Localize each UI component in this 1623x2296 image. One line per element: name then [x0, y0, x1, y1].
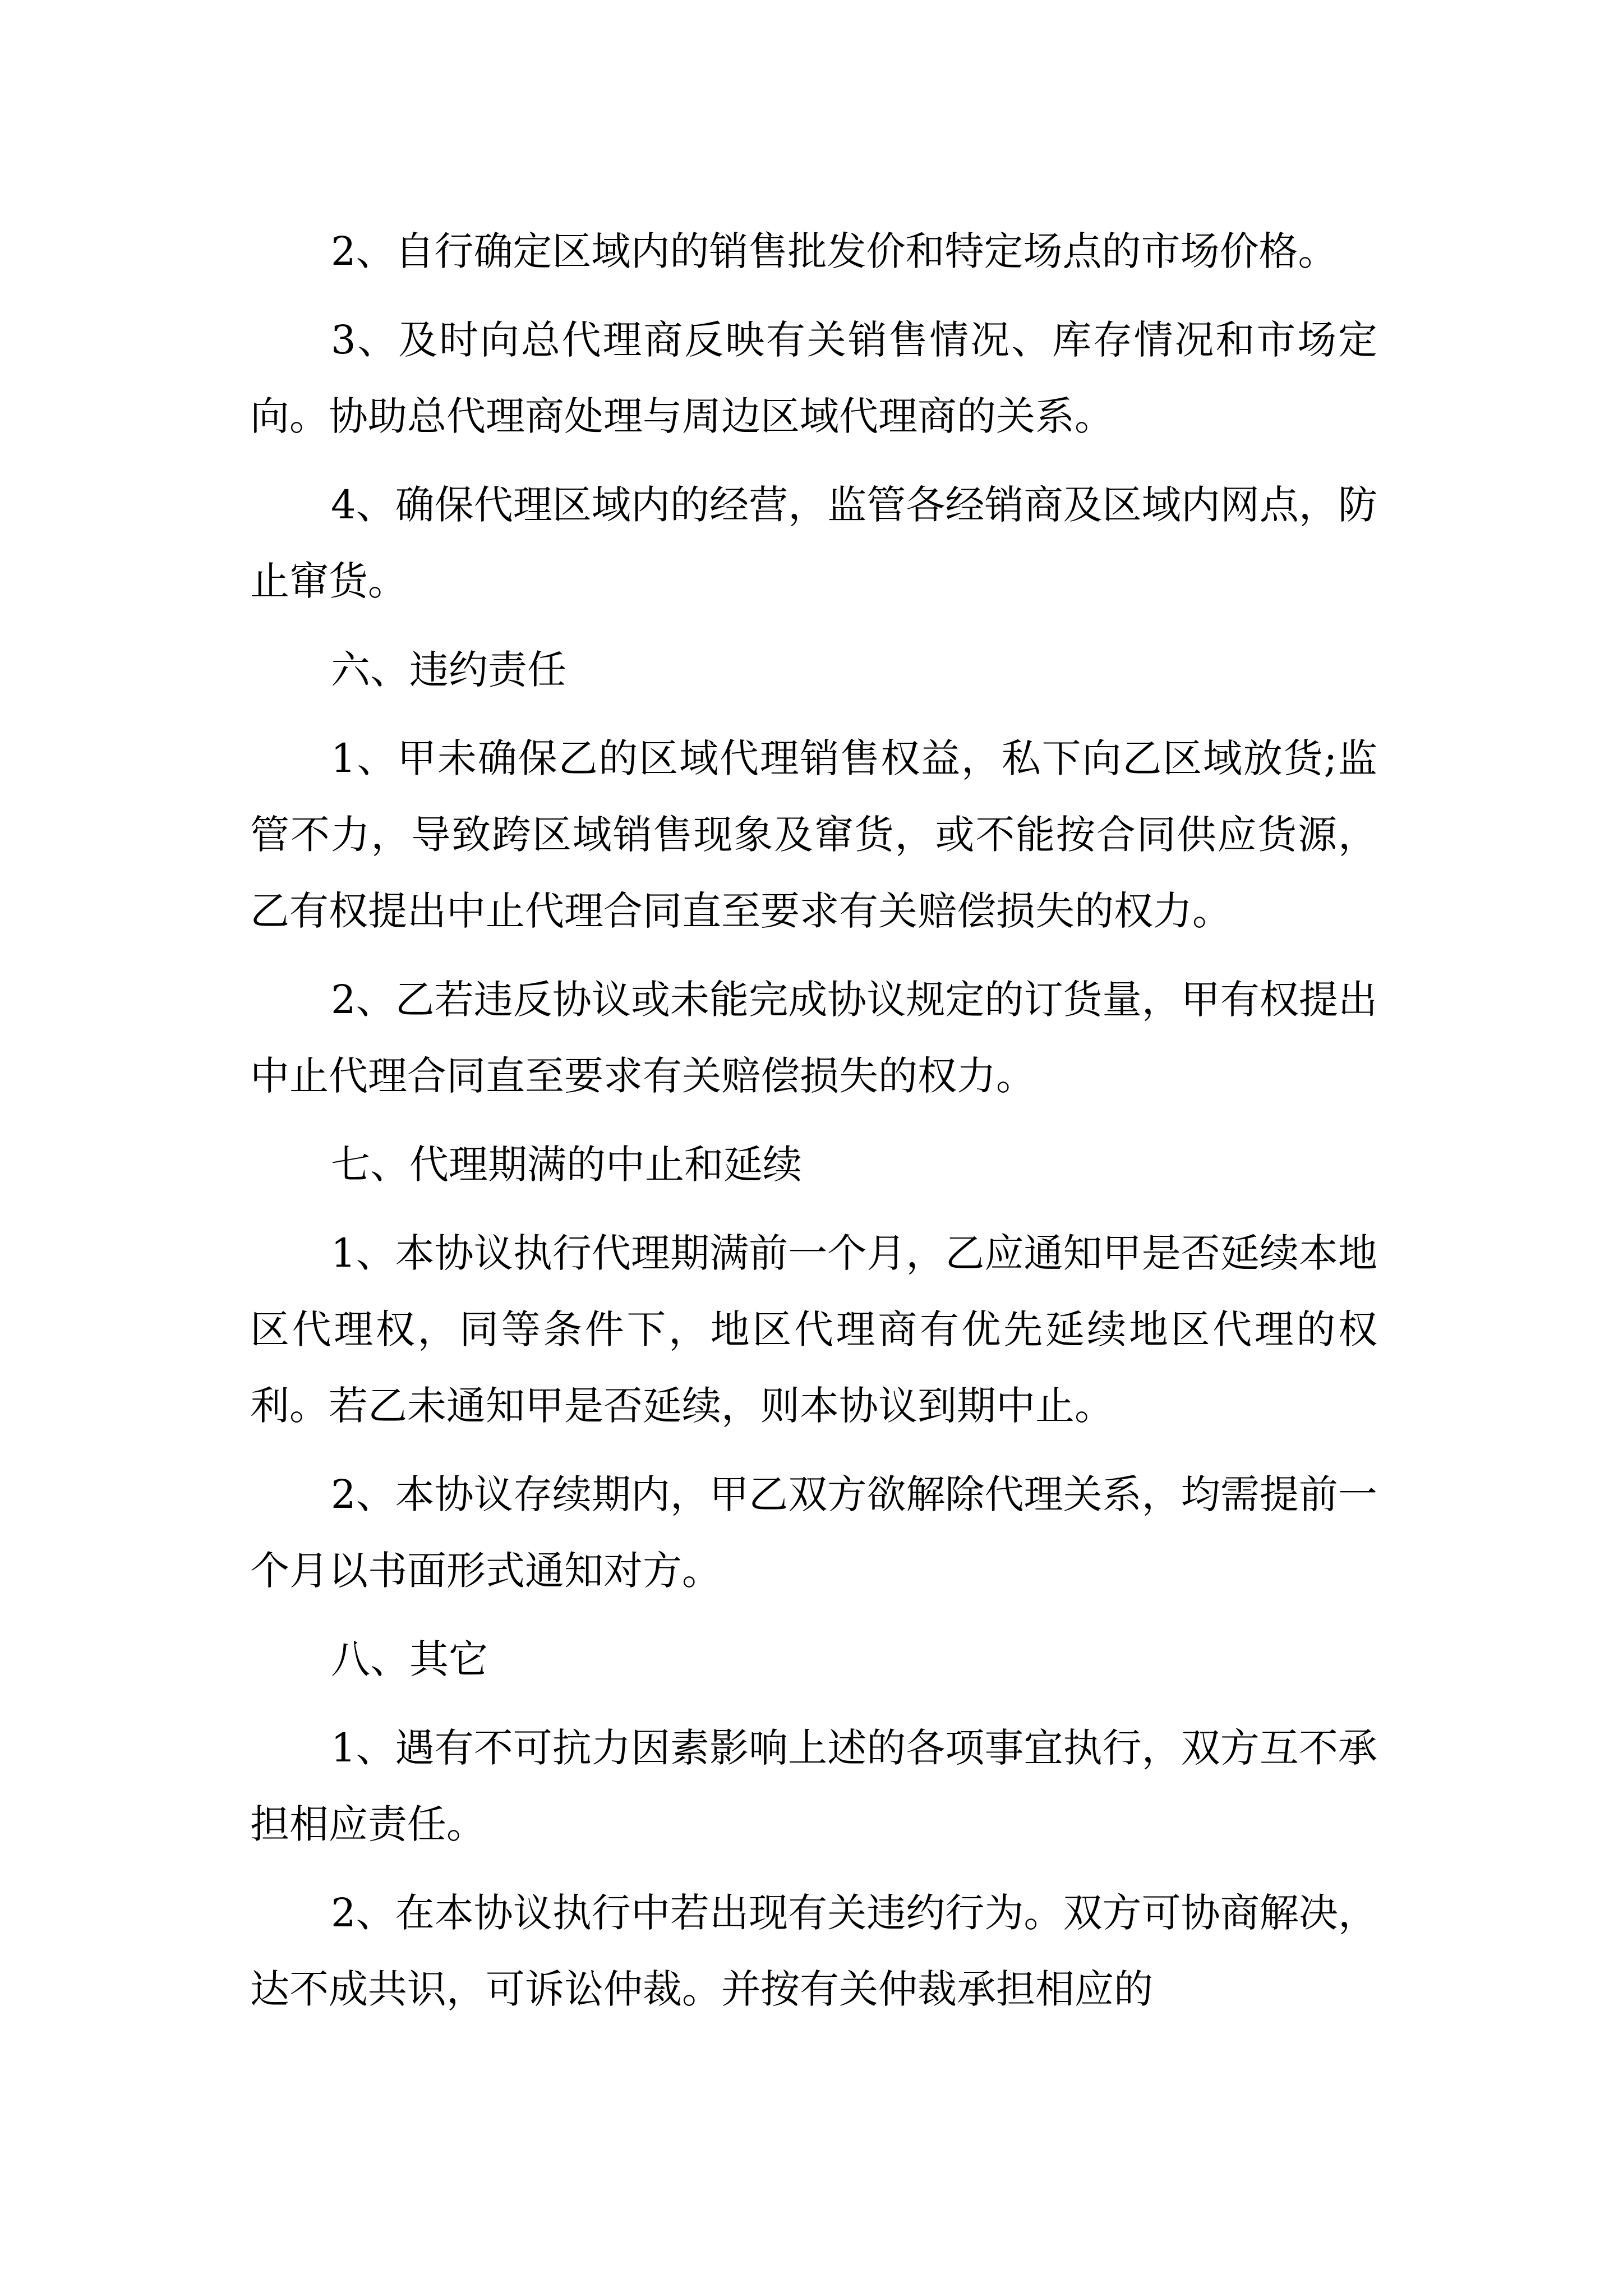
paragraph-breach-2: 2、乙若违反协议或未能完成协议规定的订货量，甲有权提出中止代理合同直至要求有关赔偿损失的权力。 — [250, 977, 1377, 1099]
section-heading-expiry: 七、代理期满的中止和延续 — [331, 1142, 802, 1188]
section-heading-breach: 六、违约责任 — [331, 647, 566, 693]
paragraph-right-4: 4、确保代理区域内的经营，监管各经销商及区域内网点，防止窜货。 — [250, 482, 1377, 604]
paragraph-other-2: 2、在本协议执行中若出现有关违约行为。双方可协商解决，达不成共识，可诉讼仲裁。并按有关仲裁承担相应的 — [250, 1890, 1377, 2012]
paragraph-other-1: 1、遇有不可抗力因素影响上述的各项事宜执行，双方互不承担相应责任。 — [250, 1725, 1377, 1847]
document-body — [250, 213, 1377, 2040]
section-heading-other: 八、其它 — [331, 1636, 488, 1682]
paragraph-expiry-2: 2、本协议存续期内，甲乙双方欲解除代理关系，均需提前一个月以书面形式通知对方。 — [250, 1471, 1377, 1594]
paragraph-right-3: 3、及时向总代理商反映有关销售情况、库存情况和市场定向。协助总代理商处理与周边区域代理商的关系。 — [250, 317, 1377, 439]
paragraph-breach-1: 1、甲未确保乙的区域代理销售权益，私下向乙区域放货;监管不力，导致跨区域销售现象及窜货，或不能按合同供应货源，乙有权提出中止代理合同直至要求有关赔偿损失的权力。 — [250, 735, 1377, 934]
paragraph-expiry-1: 1、本协议执行代理期满前一个月，乙应通知甲是否延续本地区代理权，同等条件下，地区代理商有优先延续地区代理的权利。若乙未通知甲是否延续，则本协议到期中止。 — [250, 1230, 1377, 1429]
paragraph-right-2: 2、自行确定区域内的销售批发价和特定场点的市场价格。 — [331, 228, 1338, 274]
